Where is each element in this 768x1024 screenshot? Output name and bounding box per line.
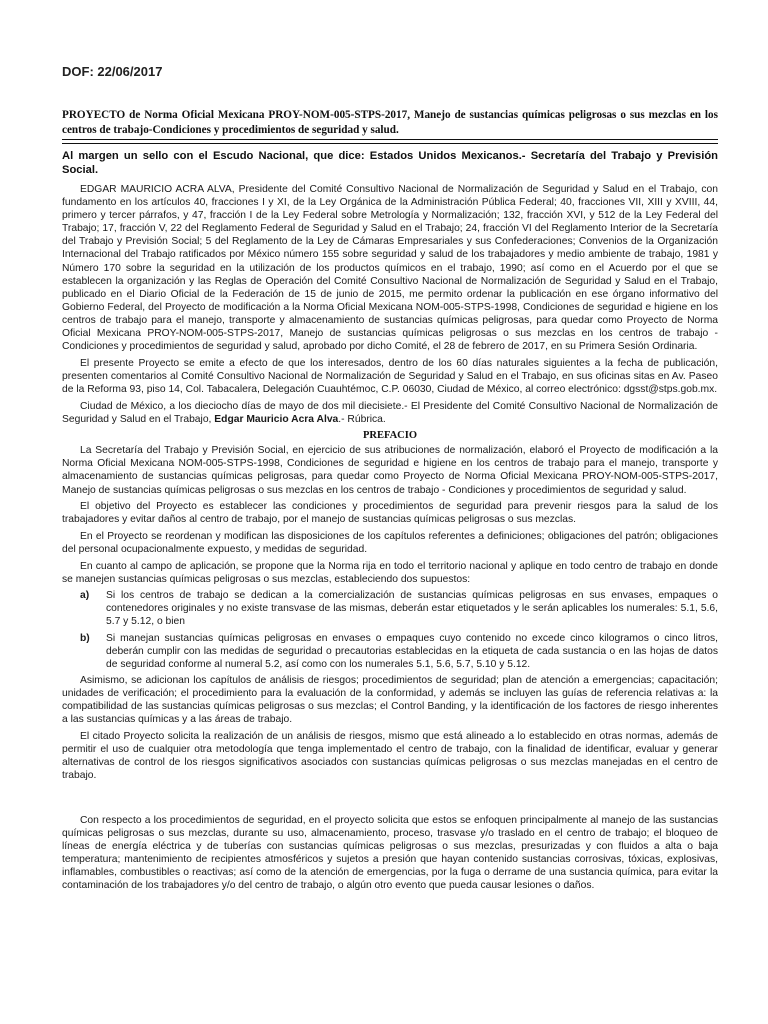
paragraph-considerando: EDGAR MAURICIO ACRA ALVA, Presidente del Comité Consultivo Nacional de Normalización de Seguridad y Salud en el Trabajo, con fundamento en los artículos 40, fracciones I y XI, de la Ley Orgánica de la Administración Pública Federal; 40, fracciones VII, XIII y XVIII, 44, primero y tercer párrafos, y 47, fracción I de la Ley Federal sobre Metrología y Normalización; 132, fracción XVI, y 512 de la Ley Federal del Trabajo; 17, fracción V, 22 del Reglamento Federal de Seguridad y Salud en el Trabajo; 24, fracción VI del Reglamento Interior de la Secretaría del Trabajo y Previsión Social; 5 del Reglamento de la Ley de Cámaras Empresariales y sus Confederaciones; Convenios de la Organización Internacional del Trabajo ratificados por México número 155 sobre seguridad y salud de los trabajadores y medio ambiente de trabajo, 1981 y Número 170 sobre la seguridad en la utilización de los productos químicos en el trabajo, 1990; así como en el Acuerdo por el que se establecen la organización y las Reglas de Operación del Comité Consultivo Nacional de Normalización de Seguridad y Salud en el Trabajo, publicado en el Diario Oficial de la Federación de 15 de junio de 2015, me permito ordenar la publicación en ese órgano informativo del Gobierno Federal, del Proyecto de modificación a la Norma Oficial Mexicana NOM-005-STPS-1998, Condiciones de seguridad e higiene en los centros de trabajo para el manejo, transporte y almacenamiento de sustancias químicas peligrosas, para quedar como Proyecto de Norma Oficial Mexicana PROY-NOM-005-STPS-2017, Manejo de sustancias químicas peligrosas o sus mezclas en los centros de trabajo - Condiciones y procedimientos de seguridad y salud, aprobado por dicho Comité, el 28 de febrero de 2017, en su Primera Sesión Ordinaria. [62,184,718,353]
signature-rubrica: .- Rúbrica. [338,413,386,425]
prefacio-paragraph-7: Con respecto a los procedimientos de seguridad, en el proyecto solicita que estos se enfoquen principalmente al manejo de las sustancias químicas peligrosas o sus mezclas, durante su uso, almacenamiento, proceso, trasvase y/o traslado en el centro de trabajo; el bloqueo de líneas de energía eléctrica y de tuberías con sustancias químicas peligrosas o sus mezclas, presurizadas y con fluidos a alta o baja temperatura; mantenimiento de recipientes atmosféricos y sujetos a presión que hayan contenido sustancias corrosivas, tóxicas, explosivas, inflamables, combustibles o reactivas; así como de la atención de emergencias, por la fuga o derrame de una sustancia química, para evitar la contaminación de los trabajadores y/o del centro de trabajo, o algún otro evento que pueda causar lesiones o daños. [62,814,718,891]
list-item-b [62,632,718,671]
list-item-a [62,589,718,628]
prefacio-paragraph-4: En cuanto al campo de aplicación, se propone que la Norma rija en todo el territorio nacional y aplique en todo centro de trabajo en donde se manejen sustancias químicas peligrosas o sus mezclas, estableciendo dos supuestos: [62,560,718,585]
title-rule-bottom [62,143,718,144]
prefacio-paragraph-6: El citado Proyecto solicita la realización de un análisis de riesgos, mismo que está alineado a lo establecido en otras normas, además de permitir el uso de cualquier otra metodología que tenga implementado el centro de trabajo, con la finalidad de identificar, evaluar y generar alternativas de control de los riesgos significativos asociados con sustancias químicas peligrosas o sus mezclas manejadas en el centro de trabajo. [62,730,718,781]
margin-note: Al margen un sello con el Escudo Nacional, que dice: Estados Unidos Mexicanos.- Secretaría del Trabajo y Previsión Social. [62,150,718,176]
list-item-b-label: b) [80,632,90,644]
list-item-b-text: Si manejan sustancias químicas peligrosas en envases o empaques cuyo contenido no excede cinco kilogramos o cinco litros, deberán cumplir con las medidas de seguridad o precautorias establecidas en la etiqueta de cada sustancia o en las hojas de datos de seguridad conforme al numeral 5.2, así como con los numerales 5.1, 5.6, 5.7, 5.10 y 5.12. [106,632,718,670]
prefacio-heading: PREFACIO [362,430,418,442]
paragraph-publication: El presente Proyecto se emite a efecto de que los interesados, dentro de los 60 días naturales siguientes a la fecha de publicación, presenten comentarios al Comité Consultivo Nacional de Normalización de Seguridad y Salud en el Trabajo, en sus oficinas sitas en Av. Paseo de la Reforma 93, piso 14, Col. Tabacalera, Delegación Cuauhtémoc, C.P. 06030, Ciudad de México, al correo electrónico: dgsst@stps.gob.mx. [62,357,718,395]
list-item-a-label: a) [80,590,90,602]
project-title: PROYECTO de Norma Oficial Mexicana PROY-NOM-005-STPS-2017, Manejo de sustancias químicas peligrosas o sus mezclas en los centros de trabajo-Condiciones y procedimientos de seguridad y salud. [62,109,718,136]
document-body [62,183,718,896]
list-item-a-text: Si los centros de trabajo se dedican a la comercialización de sustancias químicas peligrosas en sus envases, empaques o contenedores originales y no existe transvase de las mismas, deberán estar etiquetados y le serán aplicables los numerales: 5.1, 5.6, 5.7 y 5.12, o bien [106,590,718,628]
prefacio-paragraph-3: En el Proyecto se reordenan y modifican las disposiciones de los capítulos referentes a definiciones; obligaciones del patrón; obligaciones del personal ocupacionalmente expuesto, y medidas de seguridad. [62,530,718,555]
signature-text: Ciudad de México, a los dieciocho días de mayo de dos mil diecisiete.- El Presidente del Comité Consultivo Nacional de Normalización de Seguridad y Salud en el Trabajo, [62,400,718,425]
paragraph-spacer [62,786,718,814]
prefacio-paragraph-2: El objetivo del Proyecto es establecer las condiciones y procedimientos de seguridad para prevenir riesgos para la salud de los trabajadores y evitar daños al centro de trabajo, por el manejo de sustancias químicas peligrosas o sus mezclas. [62,501,718,526]
title-rule-top [62,139,718,140]
prefacio-paragraph-5: Asimismo, se adicionan los capítulos de análisis de riesgos; procedimientos de seguridad; plan de atención a emergencias; capacitación; unidades de verificación; el procedimiento para la evaluación de la conformidad, y además se incluyen las guías de referencia relativas a: la compatibilidad de las sustancias químicas peligrosas o sus mezclas; el Control Banding, y la identificación de los factores de riesgo inherentes a las sustancias químicas y a las áreas de trabajo. [62,674,718,726]
paragraph-signature [62,400,718,426]
signer-name: Edgar Mauricio Acra Alva [214,413,339,425]
dof-date: DOF: 22/06/2017 [62,64,163,79]
prefacio-paragraph-1: La Secretaría del Trabajo y Previsión Social, en ejercicio de sus atribuciones de normalización, elaboró el Proyecto de modificación a la Norma Oficial Mexicana NOM-005-STPS-1998, Condiciones de seguridad e higiene en los centros de trabajo para el manejo, transporte y almacenamiento de sustancias químicas peligrosas, para quedar como Proyecto de Norma Oficial Mexicana PROY-NOM-005-STPS-2017, Manejo de sustancias químicas peligrosas o sus mezclas en los centros de trabajo - Condiciones y procedimientos de seguridad y salud. [62,445,718,496]
